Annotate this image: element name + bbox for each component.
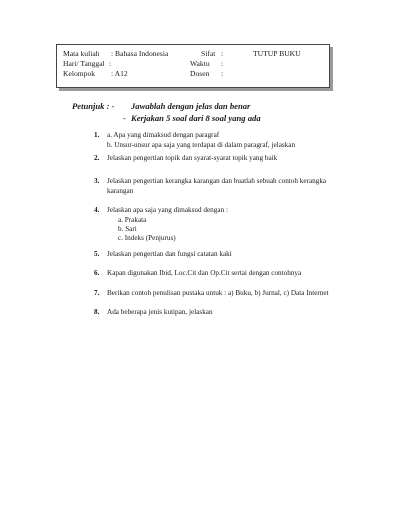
- instructions-line-1: Jawablah dengan jelas dan benar: [131, 101, 251, 111]
- question-text: Ada beberapa jenis kutipan, jelaskan: [107, 308, 213, 316]
- instructions-prefix: Petunjuk : -: [72, 101, 115, 111]
- sifat-label: Sifat: [201, 49, 216, 58]
- sub-item: a. Prakata: [118, 216, 147, 224]
- instructions-dash-2: -: [123, 113, 126, 123]
- exam-header-box: [56, 44, 330, 88]
- question-number: 4.: [94, 206, 100, 214]
- question-text: b. Unsur-unsur apa saja yang terdapat di dalam paragraf, jelaskan: [107, 141, 296, 149]
- hari-tanggal-label: Hari/ Tanggal: [63, 59, 105, 68]
- question-text: Jelaskan pengertian kerangka karangan dan buatlah sebuah contoh kerangka: [107, 177, 327, 185]
- question-number: 3.: [94, 177, 100, 185]
- question-number: 2.: [94, 154, 100, 162]
- sub-item: b. Sari: [118, 225, 137, 233]
- mata-kuliah-label: Mata kuliah: [63, 49, 100, 58]
- question-number: 5.: [94, 250, 100, 258]
- mata-kuliah-value: : Bahasa Indonesia: [111, 49, 169, 58]
- sifat-colon: :: [221, 49, 224, 58]
- sifat-value: TUTUP BUKU: [253, 49, 301, 58]
- question-text: Jelaskan apa saja yang dimaksud dengan :: [107, 206, 228, 214]
- kelompok-value: : A12: [111, 69, 128, 78]
- question-text: Kapan digunakan Ibid, Loc.Cit dan Op.Cit sertai dengan contohnya: [107, 269, 302, 277]
- question-text: Berikan contoh penulisan pustaka untuk : a) Buku, b) Jurnal, c) Data Internet: [107, 289, 329, 297]
- kelompok-label: Kelompok: [63, 69, 96, 78]
- question-text: Jelaskan pengertian topik dan syarat-syarat topik yang baik: [107, 154, 278, 162]
- waktu-colon: :: [221, 59, 224, 68]
- instructions-line-2: Kerjakan 5 soal dari 8 soal yang ada: [131, 113, 261, 123]
- question-number: 7.: [94, 289, 100, 297]
- hari-tanggal-value: :: [109, 59, 112, 68]
- dosen-label: Dosen: [190, 69, 210, 78]
- dosen-colon: :: [221, 69, 224, 78]
- question-number: 8.: [94, 308, 100, 316]
- question-number: 6.: [94, 269, 100, 277]
- waktu-label: Waktu: [190, 59, 210, 68]
- question-text: karangan: [107, 187, 134, 195]
- question-text: Jelaskan pengertian dan fungsi catatan kaki: [107, 250, 232, 258]
- question-number: 1.: [94, 131, 100, 139]
- sub-item: c. Indeks (Penjurus): [118, 234, 176, 242]
- question-text: a. Apa yang dimaksud dengan paragraf: [107, 131, 220, 139]
